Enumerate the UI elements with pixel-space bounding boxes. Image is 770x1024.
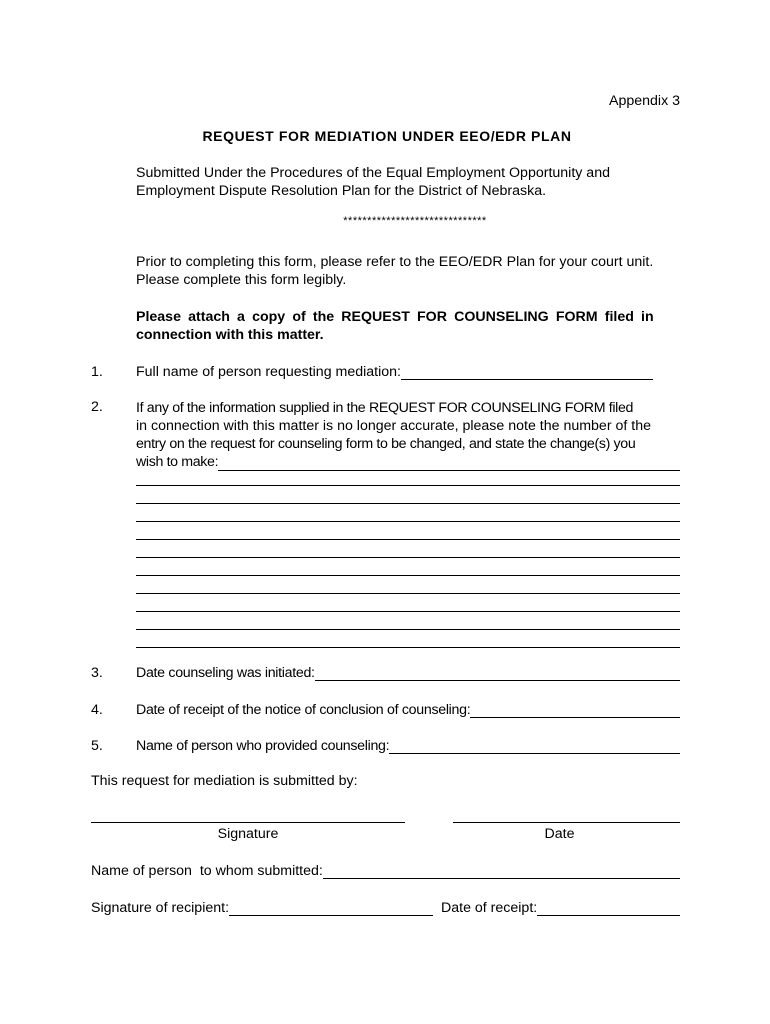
item-1-row <box>136 364 674 380</box>
changes-field-line-9[interactable] <box>136 611 680 612</box>
submitted-to-row <box>91 863 680 879</box>
conclusion-notice-date-field[interactable] <box>470 703 680 718</box>
item-2-line-2: in connection with this matter is no longer accurate, please note the number of the <box>136 418 651 434</box>
attach-notice <box>136 308 680 344</box>
counseling-initiated-date-field[interactable] <box>315 666 680 681</box>
form-title: REQUEST FOR MEDIATION UNDER EEO/EDR PLAN <box>202 128 572 144</box>
changes-field-line-2[interactable] <box>136 485 680 486</box>
changes-field-line-8[interactable] <box>136 593 680 594</box>
recipient-signature-label: Signature of recipient: <box>91 900 230 916</box>
intro-line-1: Submitted Under the Procedures of the Equal Employment Opportunity and <box>136 165 610 181</box>
date-of-receipt-row <box>441 900 680 916</box>
item-2-line-1: If any of the information supplied in the REQUEST FOR COUNSELING FORM filed <box>136 400 634 416</box>
submitted-to-field[interactable] <box>323 864 680 879</box>
item-2-number: 2. <box>91 399 103 415</box>
appendix-label: Appendix 3 <box>609 93 680 109</box>
instructions-paragraph <box>136 253 680 289</box>
date-label: Date <box>544 826 575 842</box>
changes-field-line-7[interactable] <box>136 575 680 576</box>
intro-paragraph <box>136 164 680 200</box>
changes-field-line-4[interactable] <box>136 521 680 522</box>
submitted-to-label: Name of person to whom submitted: <box>91 863 323 879</box>
item-1-label: Full name of person requesting mediation: <box>136 364 401 380</box>
date-of-receipt-label: Date of receipt: <box>441 900 538 916</box>
item-4-label: Date of receipt of the notice of conclusion of counseling: <box>136 702 471 718</box>
item-2-line-4: wish to make: <box>136 454 219 470</box>
recipient-signature-field[interactable] <box>229 901 433 916</box>
changes-field-line-1[interactable] <box>218 456 680 471</box>
item-3-row <box>136 665 680 681</box>
changes-field-line-3[interactable] <box>136 503 680 504</box>
date-of-receipt-field[interactable] <box>537 901 680 916</box>
item-2-line-3: entry on the request for counseling form to be changed, and state the change(s) you <box>136 436 636 452</box>
changes-field-line-5[interactable] <box>136 539 680 540</box>
item-5-label: Name of person who provided counseling: <box>136 738 390 754</box>
attach-line-1: Please attach a copy of the REQUEST FOR COUNSELING FORM filed in <box>136 309 654 325</box>
item-1-number: 1. <box>91 364 103 380</box>
item-2-line-4-row <box>136 453 680 471</box>
separator: ****************************** <box>343 215 487 227</box>
submitted-by-label: This request for mediation is submitted by: <box>91 773 358 789</box>
instructions-line-2: Please complete this form legibly. <box>136 272 347 288</box>
changes-field-line-10[interactable] <box>136 629 680 630</box>
instructions-line-1: Prior to completing this form, please refer to the EEO/EDR Plan for your court unit. <box>136 254 654 270</box>
item-4-number: 4. <box>91 702 103 718</box>
intro-line-2: Employment Dispute Resolution Plan for the District of Nebraska. <box>136 183 547 199</box>
signature-label: Signature <box>217 826 279 842</box>
date-field[interactable] <box>453 822 680 823</box>
item-2-text <box>136 399 680 471</box>
changes-field-line-11[interactable] <box>136 647 680 648</box>
item-3-label: Date counseling was initiated: <box>136 665 315 681</box>
changes-field-line-6[interactable] <box>136 557 680 558</box>
requester-name-field[interactable] <box>401 365 653 380</box>
item-3-number: 3. <box>91 665 103 681</box>
attach-line-2: connection with this matter. <box>136 327 324 343</box>
counselor-name-field[interactable] <box>389 739 680 754</box>
item-4-row <box>136 702 680 718</box>
signature-field[interactable] <box>91 822 405 823</box>
item-5-number: 5. <box>91 738 103 754</box>
item-5-row <box>136 738 680 754</box>
recipient-signature-row <box>91 900 433 916</box>
